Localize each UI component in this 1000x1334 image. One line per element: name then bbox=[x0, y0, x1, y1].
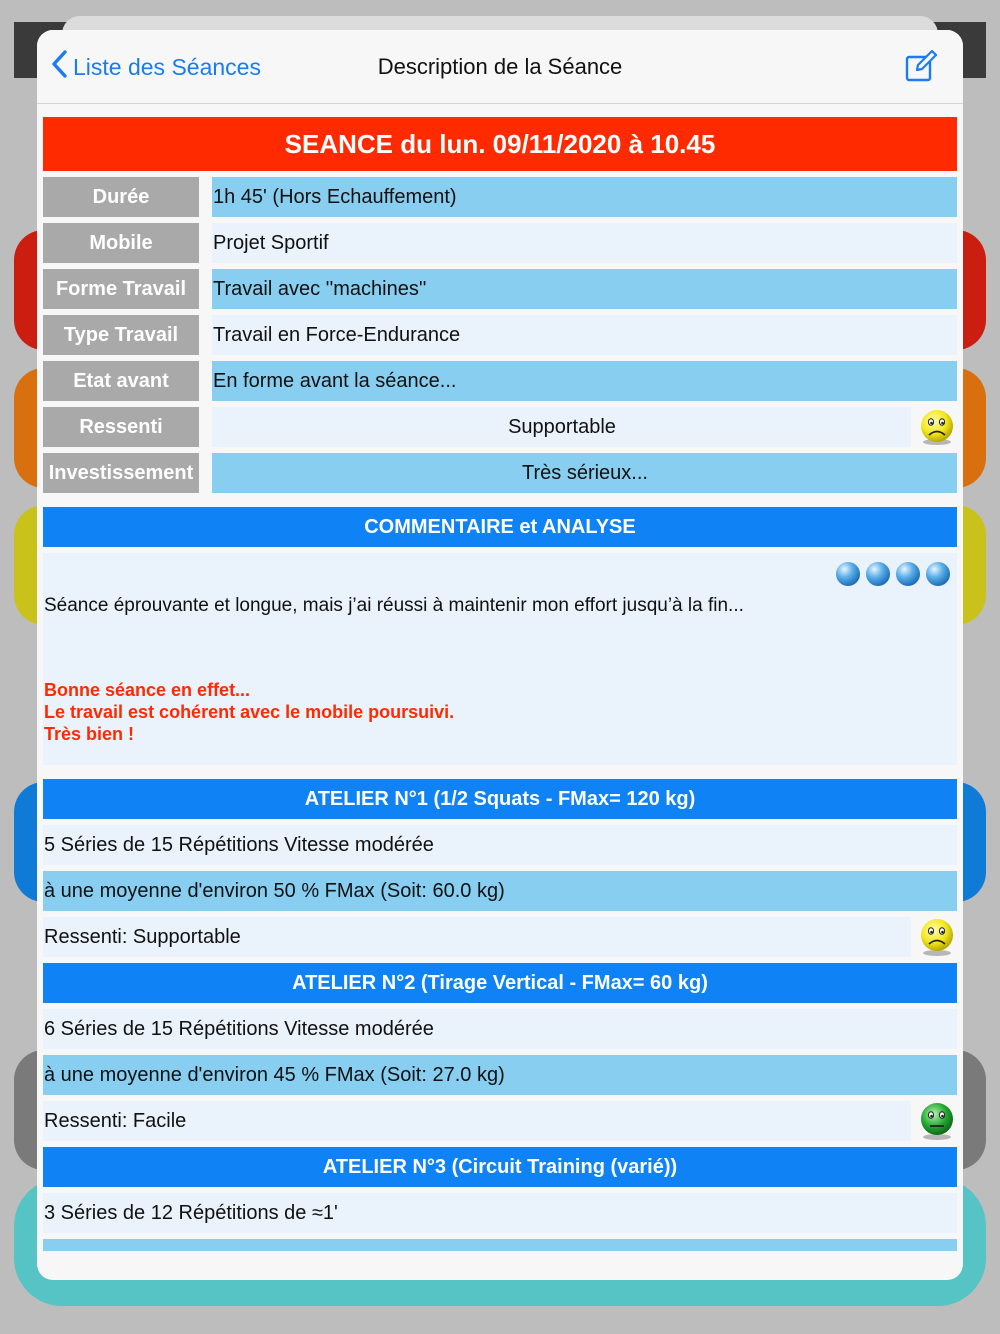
field-value: En forme avant la séance... bbox=[212, 361, 957, 401]
session-detail-sheet bbox=[37, 30, 963, 1280]
field-label: Etat avant bbox=[43, 361, 199, 401]
atelier-1-header: ATELIER N°1 (1/2 Squats - FMax= 120 kg) bbox=[43, 779, 957, 819]
bubble-icon bbox=[835, 561, 861, 593]
field-row-type-travail bbox=[43, 315, 957, 355]
atelier-2-ressenti-row bbox=[43, 1101, 957, 1141]
session-content bbox=[43, 117, 957, 1251]
sad-smiley-icon bbox=[917, 407, 957, 447]
neutral-smiley-icon bbox=[917, 1101, 957, 1141]
field-value: Projet Sportif bbox=[212, 223, 957, 263]
field-row-etat-avant bbox=[43, 361, 957, 401]
comment-box bbox=[43, 553, 957, 765]
back-button-label: Liste des Séances bbox=[73, 53, 261, 80]
field-label: Durée bbox=[43, 177, 199, 217]
field-value: Travail en Force-Endurance bbox=[212, 315, 957, 355]
session-title: SEANCE du lun. 09/11/2020 à 10.45 bbox=[43, 117, 957, 171]
field-row-forme-travail bbox=[43, 269, 957, 309]
sad-smiley-icon bbox=[917, 917, 957, 957]
bubble-icon bbox=[865, 561, 891, 593]
field-row-mobile bbox=[43, 223, 957, 263]
compose-icon bbox=[905, 69, 937, 86]
atelier-1-ressenti: Ressenti: Supportable bbox=[43, 917, 911, 957]
field-label: Forme Travail bbox=[43, 269, 199, 309]
comment-header: COMMENTAIRE et ANALYSE bbox=[43, 507, 957, 547]
atelier-2-moyenne: à une moyenne d'environ 45 % FMax (Soit: 27.0 kg) bbox=[43, 1055, 957, 1095]
atelier-1-ressenti-row bbox=[43, 917, 957, 957]
atelier-2-ressenti: Ressenti: Facile bbox=[43, 1101, 911, 1141]
field-value: Supportable bbox=[212, 407, 911, 447]
atelier-2-series: 6 Séries de 15 Répétitions Vitesse modérée bbox=[43, 1009, 957, 1049]
field-value: 1h 45' (Hors Echauffement) bbox=[212, 177, 957, 217]
field-label: Type Travail bbox=[43, 315, 199, 355]
edit-button[interactable] bbox=[905, 50, 937, 82]
field-row-ressenti bbox=[43, 407, 957, 447]
analysis-text bbox=[44, 679, 454, 745]
analysis-line: Très bien ! bbox=[44, 724, 135, 744]
analysis-line: Le travail est cohérent avec le mobile poursuivi. bbox=[44, 702, 455, 722]
atelier-3-series: 3 Séries de 12 Répétitions de ≈1' bbox=[43, 1193, 957, 1233]
page-title: Description de la Séance bbox=[377, 54, 623, 79]
atelier-1-series: 5 Séries de 15 Répétitions Vitesse modérée bbox=[43, 825, 957, 865]
field-label: Mobile bbox=[43, 223, 199, 263]
field-label: Ressenti bbox=[43, 407, 199, 447]
atelier-2-header: ATELIER N°2 (Tirage Vertical - FMax= 60 kg) bbox=[43, 963, 957, 1003]
navigation-bar bbox=[37, 30, 963, 104]
field-row-investissement bbox=[43, 453, 957, 493]
atelier-3-next-row bbox=[43, 1239, 957, 1251]
field-value: Travail avec ''machines'' bbox=[212, 269, 957, 309]
field-value: Très sérieux... bbox=[212, 453, 957, 493]
analysis-line: Bonne séance en effet... bbox=[44, 680, 251, 700]
bubble-icon bbox=[895, 561, 921, 593]
comment-text: Séance éprouvante et longue, mais j’ai réussi à maintenir mon effort jusqu’à la fin... bbox=[44, 595, 744, 616]
atelier-1-moyenne: à une moyenne d'environ 50 % FMax (Soit: 60.0 kg) bbox=[43, 871, 957, 911]
field-label: Investissement bbox=[43, 453, 199, 493]
field-row-duree bbox=[43, 177, 957, 217]
atelier-3-header: ATELIER N°3 (Circuit Training (varié)) bbox=[43, 1147, 957, 1187]
bubble-icon bbox=[925, 561, 951, 593]
rating-bubbles bbox=[835, 561, 951, 593]
